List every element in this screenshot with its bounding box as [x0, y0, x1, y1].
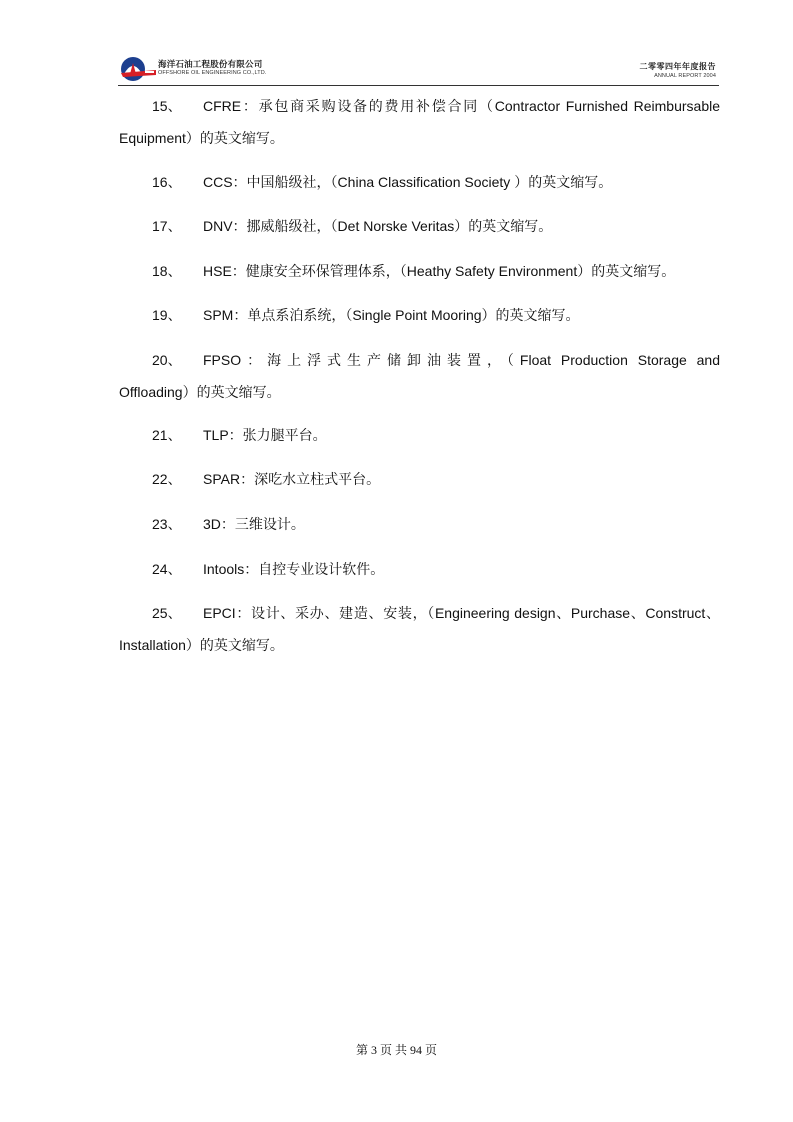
glossary-item-22 [119, 464, 720, 496]
page-footer [0, 1041, 793, 1058]
item-text: Intools：自控专业设计软件。 [203, 561, 385, 577]
item-number: 25、 [152, 605, 182, 621]
glossary-item-16 [119, 167, 720, 199]
item-number: 18、 [152, 263, 182, 279]
item-number: 15、 [152, 98, 182, 114]
report-title-en: ANNUAL REPORT 2004 [654, 73, 716, 79]
item-number: 23、 [152, 516, 182, 532]
glossary-item-18 [119, 256, 720, 288]
glossary-item-15 [119, 91, 720, 154]
item-text-continued: Installation）的英文缩写。 [119, 636, 284, 653]
item-text: SPM：单点系泊系统，（Single Point Mooring）的英文缩写。 [203, 307, 580, 323]
item-text: TLP：张力腿平台。 [203, 427, 327, 443]
item-number: 20、 [152, 352, 182, 368]
item-number: 22、 [152, 471, 182, 487]
item-text: 3D：三维设计。 [203, 516, 305, 532]
page-number: 第 3 页 共 94 页 [355, 1043, 437, 1057]
item-text: EPCI：设计、采办、建造、安装，（Engineering design、Purchase、Construct、 [203, 605, 720, 621]
item-text-continued: Equipment）的英文缩写。 [119, 129, 284, 146]
item-number: 21、 [152, 427, 182, 443]
item-text: CCS：中国船级社，（China Classification Society ）的英文缩写。 [203, 174, 613, 190]
glossary-item-21 [119, 420, 720, 452]
report-title [640, 62, 717, 80]
company-name-en: OFFSHORE OIL ENGINEERING CO.,LTD. [158, 70, 267, 76]
item-number: 16、 [152, 174, 182, 190]
item-text: DNV：挪威船级社，（Det Norske Veritas）的英文缩写。 [203, 218, 553, 234]
glossary-item-25 [119, 598, 720, 661]
item-number: 19、 [152, 307, 182, 323]
glossary-item-19 [119, 300, 720, 332]
item-text: FPSO：海上浮式生产储卸油装置，（Float Production Storage and [203, 352, 720, 368]
glossary-item-24 [119, 554, 720, 586]
company-name [158, 59, 266, 77]
item-number: 17、 [152, 218, 182, 234]
item-number: 24、 [152, 561, 182, 577]
glossary-item-20 [119, 345, 720, 408]
glossary-item-23 [119, 509, 720, 541]
report-title-cn: 二零零四年年度报告 [639, 62, 716, 71]
glossary-item-17 [119, 211, 720, 243]
item-text: HSE：健康安全环保管理体系，（Heathy Safety Environment）的英文缩写。 [203, 263, 676, 279]
company-logo-icon [118, 54, 158, 84]
page-header [118, 54, 719, 86]
company-name-cn: 海洋石油工程股份有限公司 [158, 59, 263, 69]
item-text: CFRE：承包商采购设备的费用补偿合同（Contractor Furnished Reimbursable [203, 98, 720, 114]
item-text-continued: Offloading）的英文缩写。 [119, 383, 281, 400]
item-text: SPAR：深吃水立柱式平台。 [203, 471, 381, 487]
